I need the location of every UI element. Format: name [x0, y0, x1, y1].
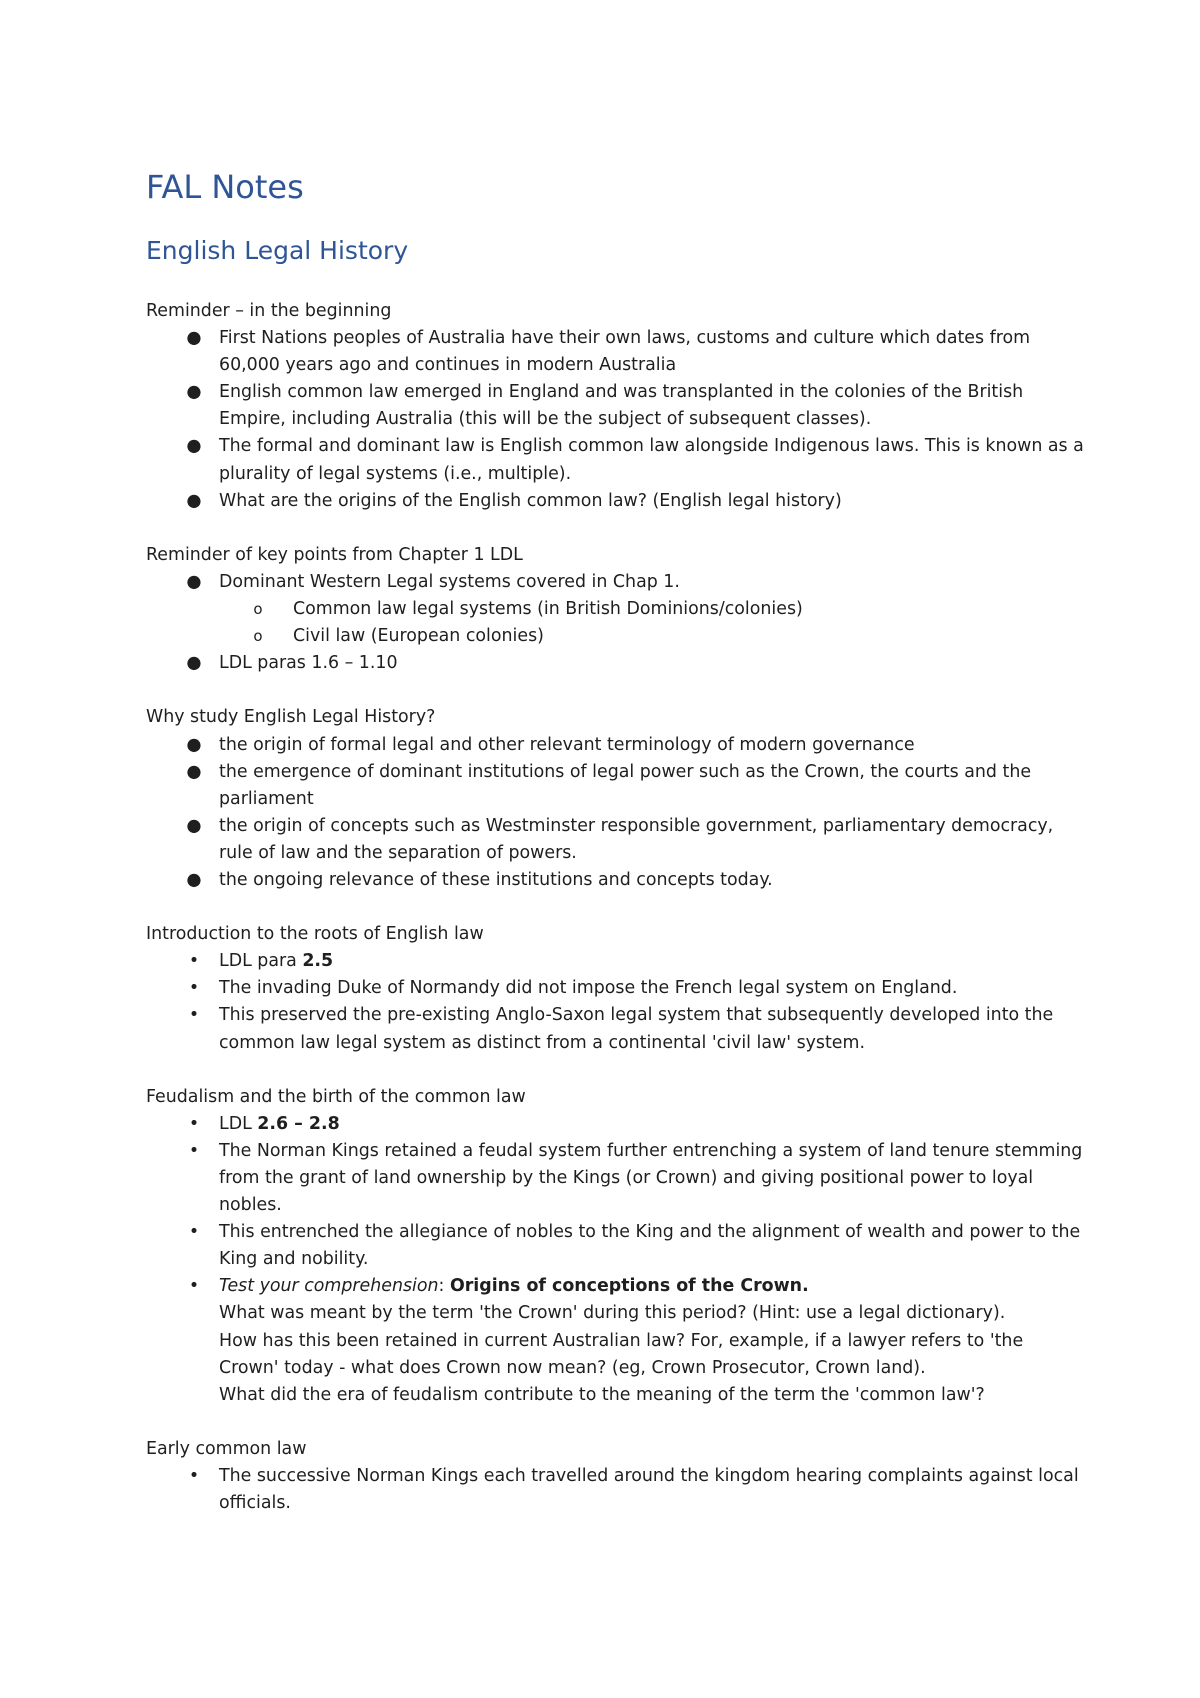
section-why-study [146, 704, 1086, 894]
list-item: • This preserved the pre-existing Anglo-Saxon legal system that subsequently developed into the common law legal system as distinct from a continental 'civil law' system. [146, 1002, 1086, 1056]
list-item: • The Norman Kings retained a feudal system further entrenching a system of land tenure stemming from the grant of land ownership by the Kings (or Crown) and giving positional power to loyal nobles. [146, 1138, 1086, 1219]
bullet-list [146, 1111, 1086, 1409]
section-early-common-law [146, 1436, 1086, 1517]
bullet-icon: ● [186, 571, 202, 592]
comprehension-question: What did the era of feudalism contribute to the meaning of the term the 'common law'? [219, 1384, 985, 1405]
comprehension-question: How has this been retained in current Australian law? For, example, if a lawyer refers to 'the Crown' today - what does Crown now mean? (eg, Crown Prosecutor, Crown land). [219, 1330, 1024, 1378]
list-item: ● the ongoing relevance of these institutions and concepts today. [146, 867, 1086, 894]
bullet-icon: ● [186, 490, 202, 511]
bullet-icon: • [188, 1113, 200, 1134]
list-item: ● The formal and dominant law is English common law alongside Indigenous laws. This is known as a plurality of legal systems (i.e., multiple). [146, 433, 1086, 487]
page-title: FAL Notes [146, 168, 304, 206]
list-item: • This entrenched the allegiance of nobles to the King and the alignment of wealth and power to the King and nobility. [146, 1219, 1086, 1273]
bullet-icon: • [188, 951, 200, 972]
list-item: ● Dominant Western Legal systems covered in Chap 1. [146, 569, 1086, 596]
sub-list-item: o Civil law (European colonies) [146, 623, 1086, 650]
list-item: • The successive Norman Kings each travelled around the kingdom hearing complaints against local officials. [146, 1463, 1086, 1517]
section-heading: Reminder of key points from Chapter 1 LDL [146, 544, 523, 565]
section-heading: Why study English Legal History? [146, 707, 436, 728]
bullet-icon: ● [186, 328, 202, 349]
bullet-list [146, 325, 1086, 515]
sub-list-item: o Common law legal systems (in British Dominions/colonies) [146, 596, 1086, 623]
list-item: • The invading Duke of Normandy did not impose the French legal system on England. [146, 975, 1086, 1002]
bullet-icon: • [188, 1005, 200, 1026]
section-feudalism [146, 1084, 1086, 1409]
bullet-icon: ● [186, 815, 202, 836]
section-heading: Feudalism and the birth of the common law [146, 1086, 526, 1107]
bullet-list [146, 1463, 1086, 1517]
bullet-icon: ● [186, 734, 202, 755]
comprehension-heading: Test your comprehension: Origins of conceptions of the Crown. [219, 1276, 809, 1297]
section-reminder-beginning [146, 298, 1086, 515]
bullet-icon: • [188, 1466, 200, 1487]
list-item: ● the emergence of dominant institutions of legal power such as the Crown, the courts and the parliament [146, 759, 1086, 813]
section-key-points [146, 542, 1086, 677]
list-item: ● First Nations peoples of Australia have their own laws, customs and culture which dates from 60,000 years ago and continues in modern Australia [146, 325, 1086, 379]
section-heading: Early common law [146, 1438, 307, 1459]
list-item: ● What are the origins of the English common law? (English legal history) [146, 488, 1086, 515]
section-heading: Introduction to the roots of English law [146, 924, 484, 945]
bullet-icon: ● [186, 436, 202, 457]
list-item: ● the origin of concepts such as Westminster responsible government, parliamentary democracy, rule of law and the separation of powers. [146, 813, 1086, 867]
bullet-icon: • [188, 1222, 200, 1243]
list-item: ● the origin of formal legal and other relevant terminology of modern governance [146, 732, 1086, 759]
circle-bullet-icon: o [253, 627, 263, 646]
bullet-icon: • [188, 1140, 200, 1161]
bullet-list [146, 569, 1086, 677]
bullet-icon: ● [186, 869, 202, 890]
bullet-icon: • [188, 978, 200, 999]
bullet-list [146, 732, 1086, 895]
page-subtitle: English Legal History [146, 236, 409, 265]
list-item-comprehension [146, 1273, 1086, 1408]
bullet-list [146, 948, 1086, 1056]
document-body [146, 298, 1086, 1544]
section-heading: Reminder – in the beginning [146, 301, 392, 321]
comprehension-question: What was meant by the term 'the Crown' during this period? (Hint: use a legal dictionary). [219, 1303, 1006, 1324]
bullet-icon: ● [186, 653, 202, 674]
list-item: ● LDL paras 1.6 – 1.10 [146, 650, 1086, 677]
bullet-icon: ● [186, 761, 202, 782]
list-item: ● English common law emerged in England and was transplanted in the colonies of the British Empire, including Australia (this will be the subject of subsequent classes). [146, 379, 1086, 433]
bullet-icon: • [188, 1276, 200, 1297]
list-item: • LDL 2.6 – 2.8 [146, 1111, 1086, 1138]
section-roots-english-law [146, 921, 1086, 1056]
list-item: • LDL para 2.5 [146, 948, 1086, 975]
circle-bullet-icon: o [253, 600, 263, 619]
bullet-icon: ● [186, 382, 202, 403]
